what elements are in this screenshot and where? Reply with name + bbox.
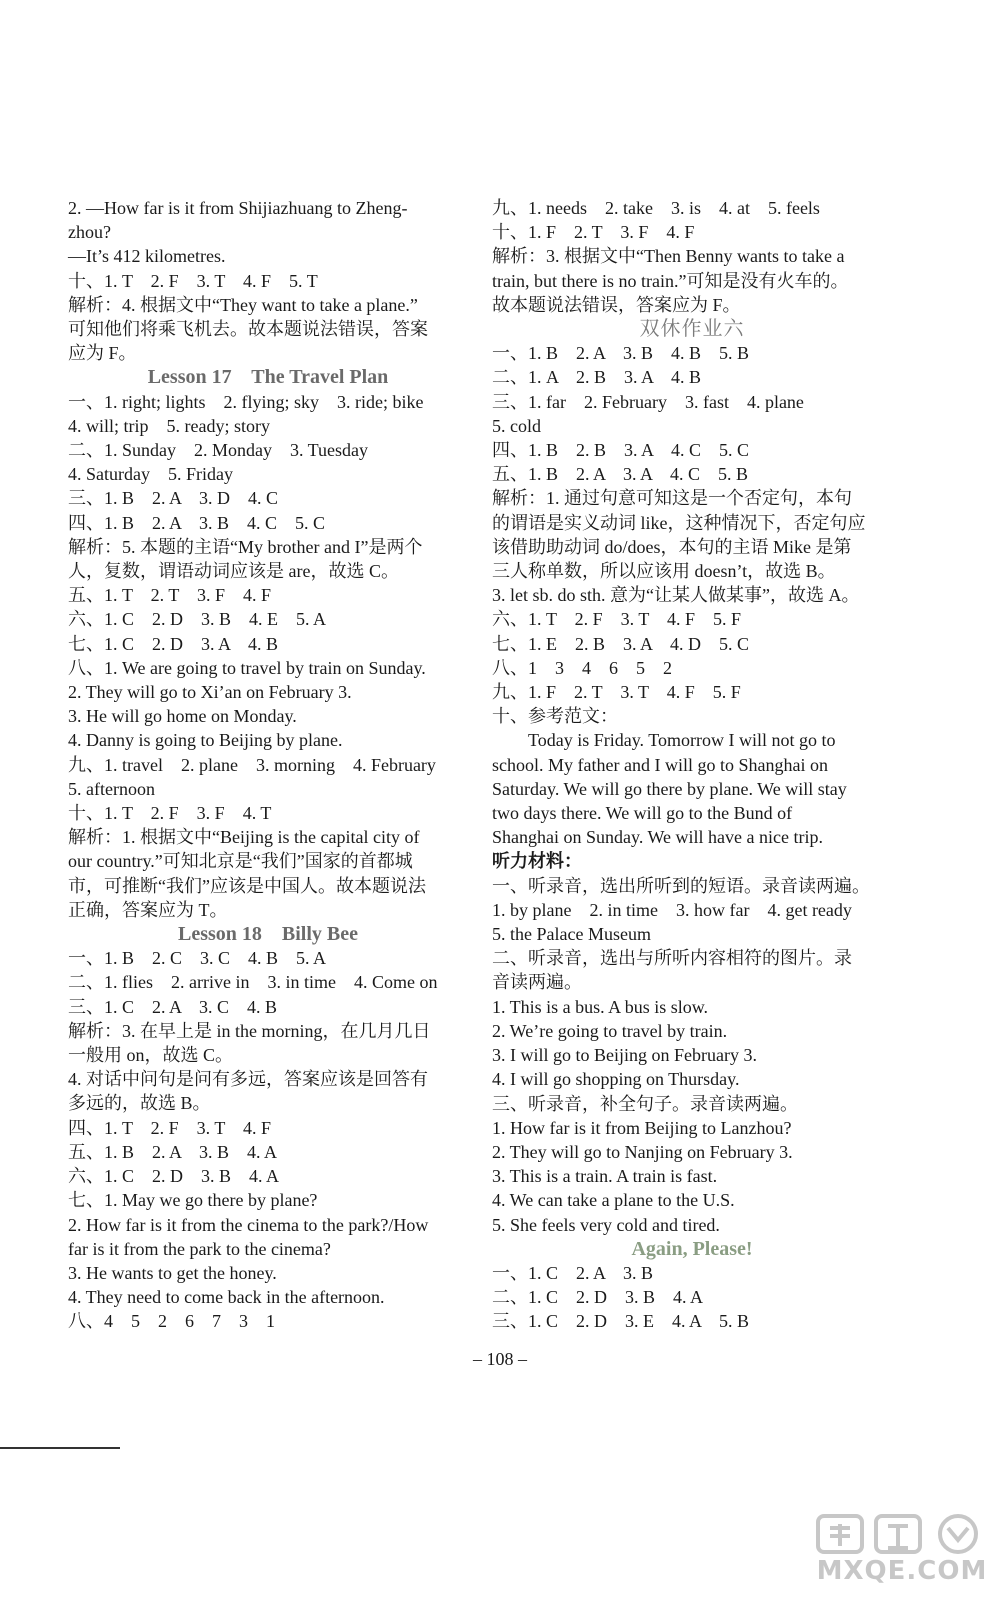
answer-line: 应为 F。: [68, 343, 137, 364]
answer-line: 3. This is a train. A train is fast.: [492, 1166, 718, 1187]
answer-line: 八、1 3 4 6 5 2: [492, 657, 672, 678]
answer-line: 1. This is a bus. A bus is slow.: [492, 996, 709, 1017]
answer-line: 解析：3. 在早上是 in the morning，在几月几日: [68, 1020, 431, 1041]
answer-line: 四、1. T 2. F 3. T 4. F: [68, 1117, 272, 1138]
answer-line: 七、1. May we go there by plane?: [68, 1190, 318, 1211]
answer-line: 六、1. T 2. F 3. T 4. F 5. F: [492, 609, 742, 630]
answer-line: 5. the Palace Museum: [492, 924, 651, 945]
answer-line: 4. 对话中问句是问有多远，答案应该是回答有: [68, 1069, 428, 1090]
answer-line: 解析：1. 根据文中“Beijing is the capital city of: [68, 827, 420, 848]
answer-line: 二、听录音，选出与所听内容相符的图片。录: [492, 948, 852, 969]
answer-line: 1. by plane 2. in time 3. how far 4. get ready: [492, 899, 852, 920]
answer-line: 3. let sb. do sth. 意为“让某人做某事”，故选 A。: [492, 585, 860, 606]
answer-line: train, but there is no train.”可知是没有火车的。: [492, 270, 849, 291]
left-column: [68, 196, 468, 1334]
right-column: [492, 196, 892, 1334]
answer-line: 一、1. C 2. A 3. B: [492, 1262, 654, 1283]
answer-line: 解析：4. 根据文中“They want to take a plane.”: [68, 294, 418, 315]
answer-line: 一、1. B 2. C 3. C 4. B 5. A: [68, 948, 327, 969]
answer-line: Shanghai on Sunday. We will have a nice trip.: [492, 827, 823, 848]
answer-line: 4. I will go shopping on Thursday.: [492, 1069, 740, 1090]
answer-line: 的谓语是实义动词 like，这种情况下，否定句应: [492, 512, 866, 533]
answer-line: 3. I will go to Beijing on February 3.: [492, 1045, 757, 1066]
answer-line: 2. —How far is it from Shijiazhuang to Zheng-: [68, 198, 408, 218]
answer-line: 五、1. T 2. T 3. F 4. F: [68, 585, 272, 606]
answer-line: —It’s 412 kilometres.: [68, 246, 226, 267]
answer-line: 音读两遍。: [492, 972, 582, 993]
answer-line: 5. cold: [492, 415, 541, 436]
answer-line: 可知他们将乘飞机去。故本题说法错误，答案: [68, 319, 428, 340]
answer-line: 九、1. F 2. T 3. T 4. F 5. F: [492, 682, 741, 703]
answer-line: 二、1. A 2. B 3. A 4. B: [492, 367, 702, 388]
section-heading: Lesson 18 Billy Bee: [177, 923, 358, 946]
answer-line: 3. He wants to get the honey.: [68, 1262, 277, 1283]
answer-line: 四、1. B 2. B 3. A 4. C 5. C: [492, 440, 750, 461]
answer-line: 5. afternoon: [68, 778, 155, 799]
answer-line: 三、1. far 2. February 3. fast 4. plane: [492, 391, 804, 412]
answer-line: 一、1. right; lights 2. flying; sky 3. ride; bike: [68, 391, 424, 412]
answer-line: 4. Saturday 5. Friday: [68, 464, 233, 485]
section-heading: 双休作业六: [639, 318, 745, 341]
answer-line: 1. How far is it from Beijing to Lanzhou?: [492, 1117, 792, 1138]
answer-line: 六、1. C 2. D 3. B 4. A: [68, 1166, 280, 1187]
answer-line: 八、4 5 2 6 7 3 1: [68, 1311, 275, 1332]
answer-line: 2. How far is it from the cinema to the park?/How: [68, 1214, 429, 1235]
answer-line: 解析：1. 通过句意可知这是一个否定句，本句: [492, 488, 852, 509]
answer-line: 十、1. F 2. T 3. F 4. F: [492, 222, 695, 243]
answer-line: 六、1. C 2. D 3. B 4. E 5. A: [68, 609, 327, 630]
answer-line: 二、1. Sunday 2. Monday 3. Tuesday: [68, 440, 369, 461]
answer-line: 解析：5. 本题的主语“My brother and I”是两个: [68, 536, 423, 557]
watermark-text: MXQE.COM: [816, 1556, 988, 1586]
answer-line: 4. We can take a plane to the U.S.: [492, 1190, 735, 1211]
answer-line: 三、听录音，补全句子。录音读两遍。: [492, 1093, 798, 1114]
answer-line: 九、1. needs 2. take 3. is 4. at 5. feels: [492, 198, 820, 218]
answer-line: 七、1. C 2. D 3. A 4. B: [68, 633, 279, 654]
answer-line: 解析：3. 根据文中“Then Benny wants to take a: [492, 246, 845, 267]
answer-line: 二、1. flies 2. arrive in 3. in time 4. Come on: [68, 972, 438, 993]
answer-line: 该借助助动词 do/does，本句的主语 Mike 是第: [492, 536, 852, 557]
answer-line: 十、1. T 2. F 3. F 4. T: [68, 803, 272, 824]
answer-line: 故本题说法错误，答案应为 F。: [492, 294, 741, 315]
answer-line: two days there. We will go to the Bund of: [492, 803, 793, 824]
answer-line: 三人称单数，所以应该用 doesn’t，故选 B。: [492, 561, 836, 582]
answer-line: 七、1. E 2. B 3. A 4. D 5. C: [492, 633, 750, 654]
answer-line: 五、1. B 2. A 3. A 4. C 5. B: [492, 464, 749, 485]
answer-line: 人，复数，谓语动词应该是 are，故选 C。: [68, 561, 399, 582]
answer-line: 一、听录音，选出所听到的短语。录音读两遍。: [492, 875, 870, 896]
answer-line: 八、1. We are going to travel by train on Sunday.: [68, 657, 426, 678]
answer-line: 十、参考范文：: [492, 706, 618, 727]
answer-line: 一般用 on，故选 C。: [68, 1045, 234, 1066]
answer-line: 2. They will go to Xi’an on February 3.: [68, 682, 352, 703]
answer-line: 三、1. C 2. D 3. E 4. A 5. B: [492, 1311, 750, 1332]
answer-line: 十、1. T 2. F 3. T 4. F 5. T: [68, 270, 318, 291]
answer-line: 3. He will go home on Monday.: [68, 706, 297, 727]
answer-line: far is it from the park to the cinema?: [68, 1238, 331, 1259]
answer-line: 2. We’re going to travel by train.: [492, 1020, 728, 1041]
answer-line: 4. Danny is going to Beijing by plane.: [68, 730, 343, 751]
answer-line: 4. They need to come back in the afternoon.: [68, 1287, 385, 1308]
section-heading: Lesson 17 The Travel Plan: [147, 366, 389, 389]
essay-line: Today is Friday. Tomorrow I will not go to: [528, 730, 836, 751]
answer-line: 多远的，故选 B。: [68, 1093, 211, 1114]
answer-line: 五、1. B 2. A 3. B 4. A: [68, 1141, 278, 1162]
answer-line: Saturday. We will go there by plane. We will stay: [492, 778, 847, 799]
page-number: – 108 –: [473, 1349, 527, 1369]
answer-line: 4. will; trip 5. ready; story: [68, 415, 270, 436]
subsection-label: 听力材料：: [492, 851, 582, 872]
answer-line: school. My father and I will go to Shanghai on: [492, 754, 828, 775]
watermark: [812, 1512, 992, 1592]
bottom-rule: [0, 1447, 120, 1449]
section-heading: Again, Please!: [631, 1237, 753, 1260]
answer-line: zhou?: [68, 222, 111, 243]
answer-line: 九、1. travel 2. plane 3. morning 4. February: [68, 754, 436, 775]
answer-line: 三、1. B 2. A 3. D 4. C: [68, 488, 279, 509]
answer-line: 三、1. C 2. A 3. C 4. B: [68, 996, 278, 1017]
answer-line: 一、1. B 2. A 3. B 4. B 5. B: [492, 343, 750, 364]
answer-line: 正确，答案应为 T。: [68, 899, 228, 920]
answer-line: our country.”可知北京是“我们”国家的首都城: [68, 851, 413, 872]
answer-site-logo-icon: [816, 1512, 988, 1556]
answer-line: 四、1. B 2. A 3. B 4. C 5. C: [68, 512, 326, 533]
answer-line: 5. She feels very cold and tired.: [492, 1214, 720, 1235]
answer-line: 二、1. C 2. D 3. B 4. A: [492, 1287, 704, 1308]
answer-line: 市，可推断“我们”应该是中国人。故本题说法: [68, 875, 426, 896]
answer-line: 2. They will go to Nanjing on February 3.: [492, 1141, 793, 1162]
